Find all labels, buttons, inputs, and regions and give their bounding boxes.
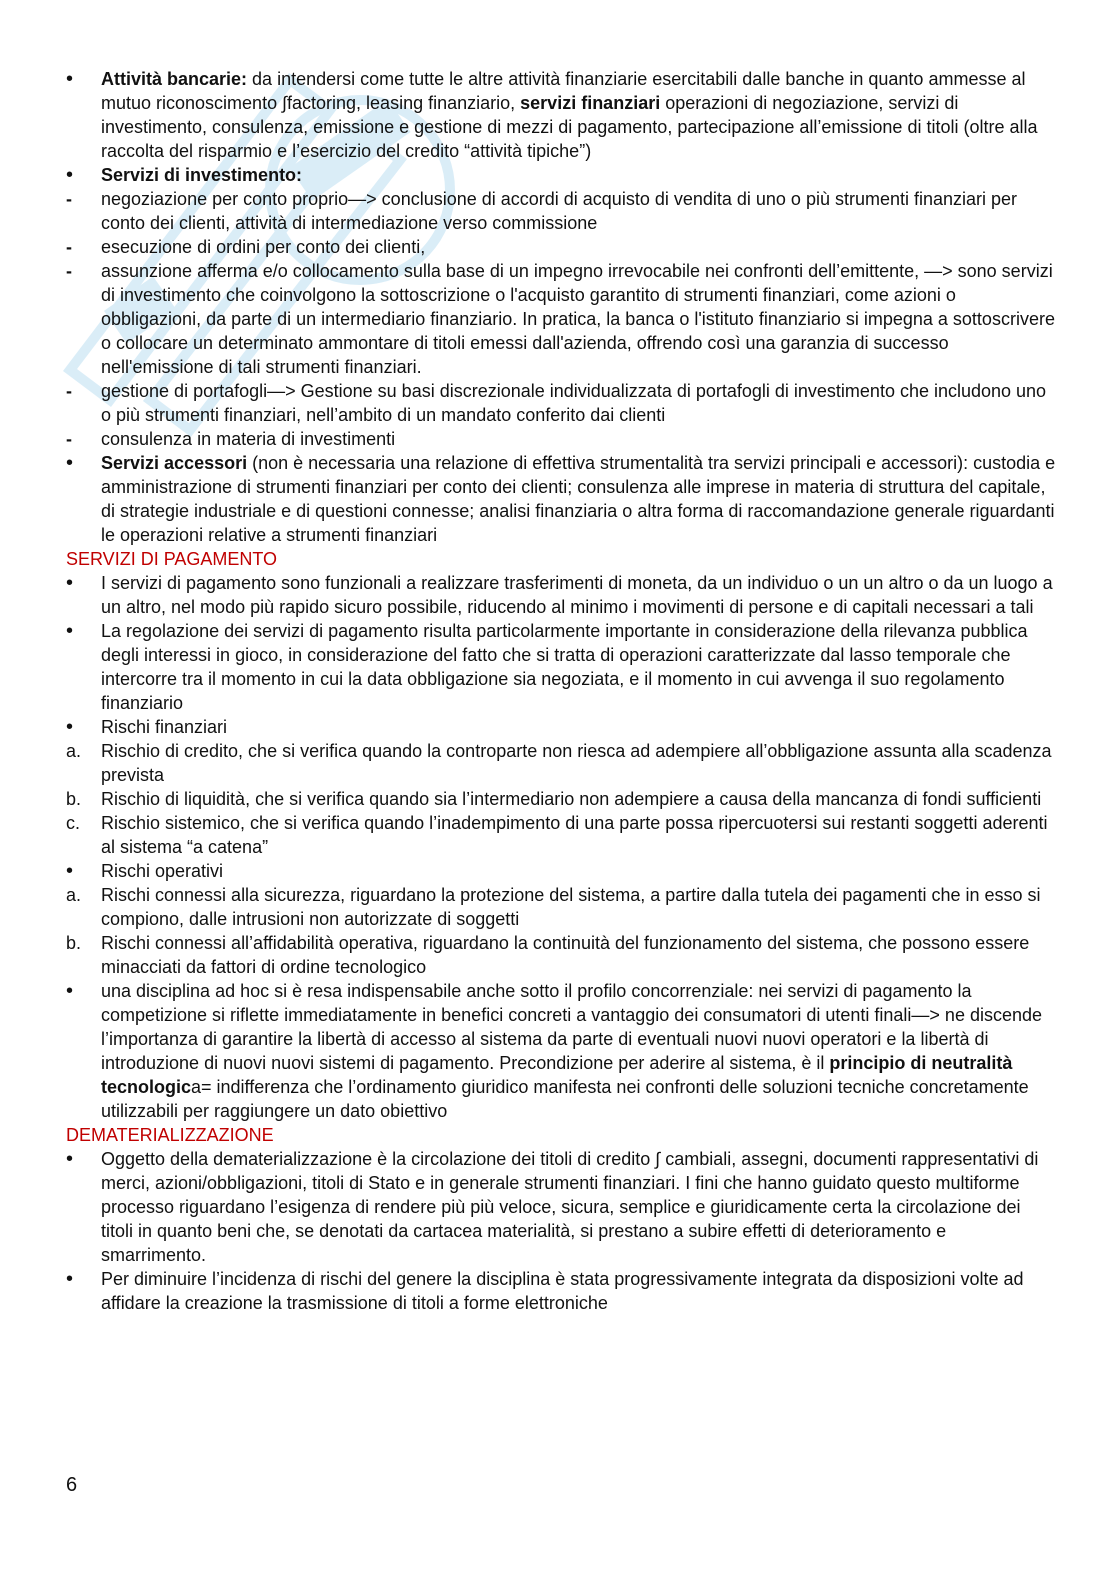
bold-term: principio di neutralità tecnologic	[101, 1053, 1013, 1097]
item-text: assunzione afferma e/o collocamento sulla base di un impegno irrevocabile nei confronti dell’emittente, —> sono servizi di investimento che coinvolgono la sottoscrizione o l'acquisto garantito di strumenti finanziari, come azioni o obbligazioni, da parte di un intermediario finanziario. In pratica, la banca o l'istituto finanziario si impegna a sottoscrivere o collocare un determinato ammontare di titoli emessi dall'azienda, offrendo così una garanzia di successo nell'emissione di tali strumenti finanziari.	[101, 261, 1055, 377]
item-text: gestione di portafogli—> Gestione su basi discrezionale individualizzata di portafogli di investimento che includono uno o più strumenti finanziari, nell’ambito di un mandato conferito dai clienti	[101, 381, 1047, 425]
dash-item	[66, 259, 1056, 379]
bullet-item	[66, 1147, 1056, 1267]
item-text: Rischio di credito, che si verifica quando la controparte non riesca ad adempiere all’obbligazione assunta alla scadenza prevista	[101, 741, 1052, 785]
dash-item	[66, 235, 1056, 259]
dash-item	[66, 187, 1056, 235]
item-text: Rischio di liquidità, che si verifica quando sia l’intermediario non adempiere a causa della mancanza di fondi sufficienti	[101, 789, 1042, 809]
dash-icon	[66, 187, 96, 211]
item-text: esecuzione di ordini per conto dei clienti,	[101, 237, 426, 257]
bullet-item	[66, 571, 1056, 619]
bullet-item	[66, 979, 1056, 1123]
bullet-item	[66, 1267, 1056, 1315]
dash-item	[66, 427, 1056, 451]
item-text: (non è necessaria una relazione di effettiva strumentalità tra servizi principali e accessori): custodia e amministrazione di strumenti finanziari per conto dei clienti; consulenza alle imprese in materia di struttura del capitale, di strategie industriale e di questioni connesse; analisi finanziaria o altra forma di raccomandazione generale riguardanti le operazioni relative a strumenti finanziari	[101, 453, 1056, 545]
item-text: operazioni di negoziazione, servizi di investimento, consulenza, emissione e gestione di mezzi di pagamento, partecipazione all’emissione di titoli (oltre alla raccolta del risparmio e l’esercizio del credito “attività tipiche”)	[101, 93, 1038, 161]
page-number: 6	[66, 1474, 78, 1496]
item-text: Per diminuire l’incidenza di rischi del genere la disciplina è stata progressivamente integrata da disposizioni volte ad affidare la creazione la trasmissione di titoli a forme elettroniche	[101, 1269, 1024, 1313]
bullet-icon	[66, 1267, 96, 1291]
lettered-item	[66, 739, 1056, 787]
bold-term: Servizi accessori	[101, 453, 248, 473]
item-text: consulenza in materia di investimenti	[101, 429, 396, 449]
bullet-item	[66, 67, 1056, 163]
lettered-item	[66, 811, 1056, 859]
bullet-icon	[66, 67, 96, 91]
item-marker: a.	[66, 741, 82, 761]
item-text: Rischi operativi	[101, 861, 224, 881]
item-text: I servizi di pagamento sono funzionali a realizzare trasferimenti di moneta, da un individuo o un un altro o da un luogo a un altro, nel modo più rapido sicuro possibile, riducendo al minimo i movimenti di persone e di capitali necessari a tali	[101, 573, 1053, 617]
bullet-item	[66, 715, 1056, 739]
dash-icon	[66, 379, 96, 403]
item-text: Rischi connessi alla sicurezza, riguardano la protezione del sistema, a partire dalla tutela dei pagamenti che in esso si compiono, dalle intrusioni non autorizzate di soggetti	[101, 885, 1041, 929]
bullet-item	[66, 451, 1056, 547]
bullet-item	[66, 163, 1056, 187]
item-text: da intendersi come tutte le altre attività finanziarie esercitabili dalle banche in quanto ammesse al mutuo riconoscimento ∫factoring, leasing finanziario,	[101, 69, 1026, 113]
item-text: Oggetto della dematerializzazione è la circolazione dei titoli di credito ∫ cambiali, assegni, documenti rappresentativi di merci, azioni/obbligazioni, titoli di Stato e in generale strumenti finanziari. I fini che hanno guidato questo multiforme processo riguardano l’esigenza di rendere più più veloce, sicura, semplice e giuridicamente certa la circolazione dei titoli in quanto beni che, se denotati da cartacea materialità, si prestano a subire effetti di deterioramento e smarrimento.	[101, 1149, 1039, 1265]
bold-term: Attività bancarie:	[101, 69, 248, 89]
item-marker: b.	[66, 789, 82, 809]
dash-icon	[66, 427, 96, 451]
item-text: Rischi connessi all’affidabilità operativa, riguardano la continuità del funzionamento del sistema, che possono essere minacciati da fattori di ordine tecnologico	[101, 933, 1030, 977]
bullet-item	[66, 859, 1056, 883]
lettered-item	[66, 787, 1056, 811]
item-text: Rischi finanziari	[101, 717, 228, 737]
section-heading: SERVIZI DI PAGAMENTO	[66, 549, 278, 569]
bullet-icon	[66, 619, 96, 643]
bold-term: Servizi di investimento:	[101, 165, 303, 185]
bullet-icon	[66, 979, 96, 1003]
bullet-icon	[66, 163, 96, 187]
item-marker: b.	[66, 933, 82, 953]
bullet-item	[66, 619, 1056, 715]
item-marker: a.	[66, 885, 82, 905]
item-text: una disciplina ad hoc si è resa indispensabile anche sotto il profilo concorrenziale: nei servizi di pagamento la competizione si riflette immediatamente in benefici concreti a vantaggio dei consumatori di utenti finali—> ne discende l’importanza di garantire la libertà di accesso al sistema da parte di eventuali nuovi nuovi operatori e la libertà di introduzione di nuovi nuovi sistemi di pagamento. Precondizione per aderire al sistema, è il	[101, 981, 1043, 1073]
item-marker: c.	[66, 813, 81, 833]
bullet-icon	[66, 715, 96, 739]
item-text: a= indifferenza che l’ordinamento giuridico manifesta nei confronti delle soluzioni tecniche concretamente utilizzabili per raggiungere un dato obiettivo	[101, 1077, 1029, 1121]
bullet-icon	[66, 1147, 96, 1171]
item-text: La regolazione dei servizi di pagamento risulta particolarmente importante in considerazione della rilevanza pubblica degli interessi in gioco, in considerazione del fatto che si tratta di operazioni caratterizzate dal lasso temporale che intercorre tra il momento in cui la data obbligazione sia negoziata, e il momento in cui avvenga il suo regolamento finanziario	[101, 621, 1028, 713]
item-text: Rischio sistemico, che si verifica quando l’inadempimento di una parte possa ripercuotersi sui restanti soggetti aderenti al sistema “a catena”	[101, 813, 1048, 857]
bullet-icon	[66, 451, 96, 475]
dash-icon	[66, 259, 96, 283]
bold-term: servizi finanziari	[520, 93, 661, 113]
bullet-icon	[66, 859, 96, 883]
lettered-item	[66, 883, 1056, 931]
dash-item	[66, 379, 1056, 427]
item-text: negoziazione per conto proprio—> conclusione di accordi di acquisto di vendita di uno o più strumenti finanziari per conto dei clienti, attività di intermediazione verso commissione	[101, 189, 1018, 233]
bullet-icon	[66, 571, 96, 595]
dash-icon	[66, 235, 96, 259]
lettered-item	[66, 931, 1056, 979]
section-heading: DEMATERIALIZZAZIONE	[66, 1125, 274, 1145]
document-body	[66, 67, 1056, 1315]
